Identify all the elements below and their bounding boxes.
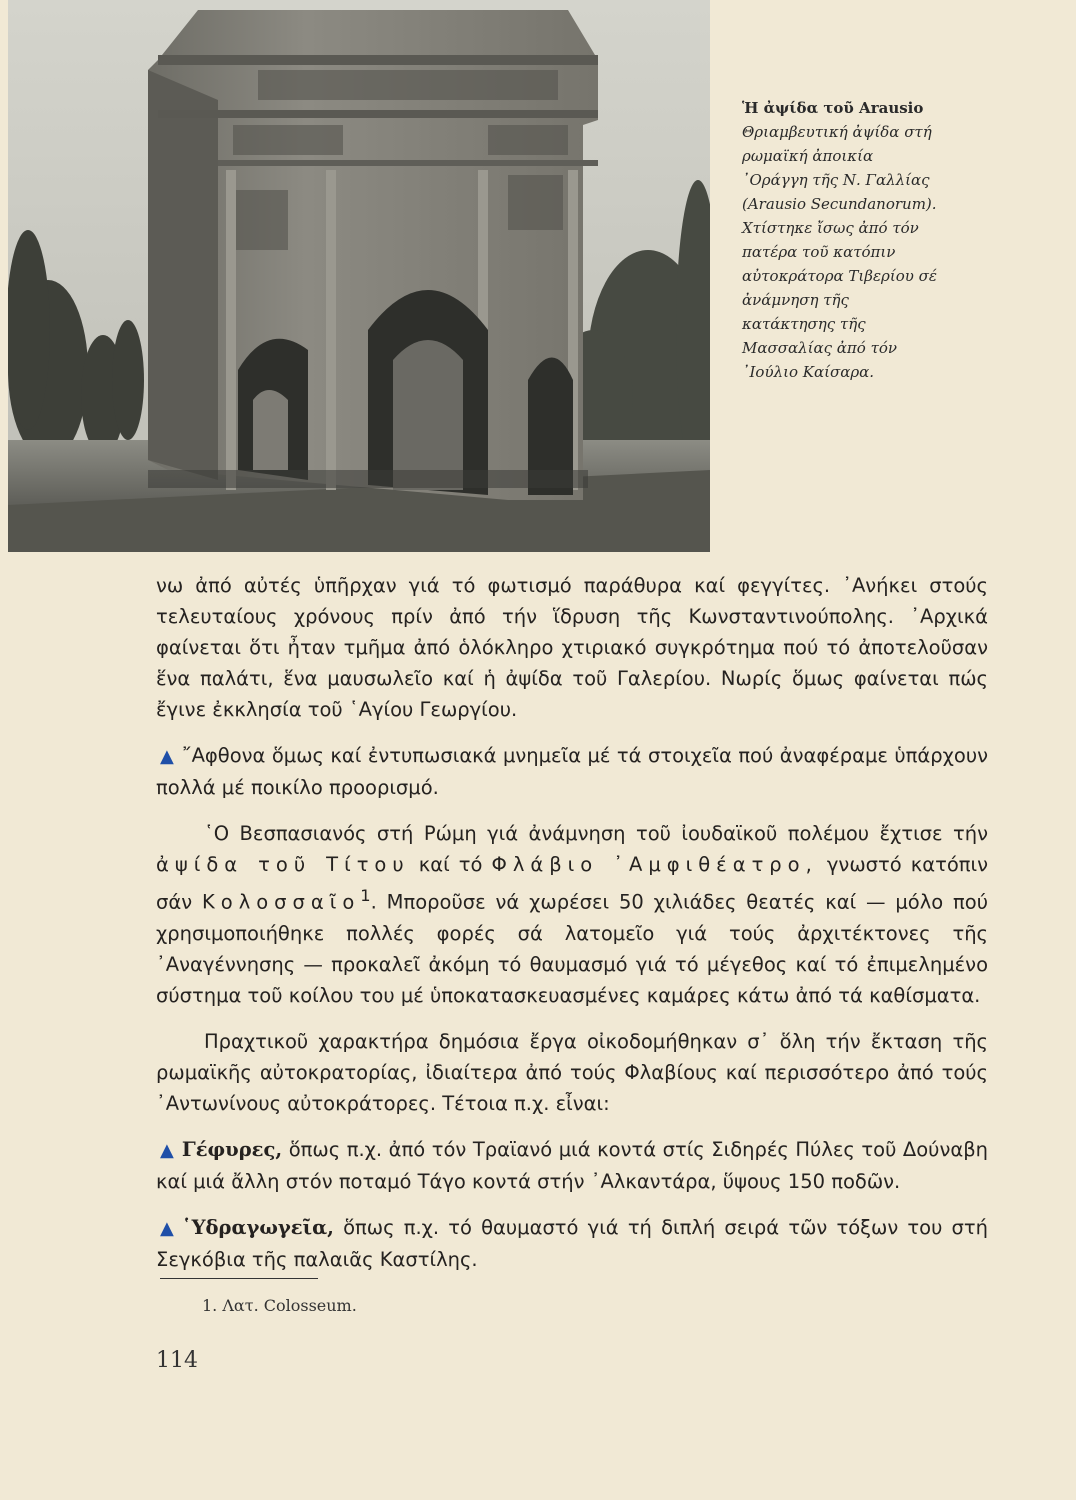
paragraph-1: νω ἀπό αὐτές ὑπῆρχαν γιά τό φωτισμό παράθυρα καί φεγγίτες. ᾿Ανήκει στούς τελευταίους χρόνους πρίν ἀπό τήν ἵδρυση τῆς Κωνσταντινούπολης. ᾿Αρχικά φαίνεται ὅτι ἦταν τμῆμα ἀπό ὁλόκληρο χτιριακό συγκρότημα πού τό ἀποτελοῦσαν ἕνα παλάτι, ἕνα μαυσωλεῖο καί ἡ ἀψίδα τοῦ Γαλερίου. Νωρίς ὅμως φαίνεται πώς ἔγινε ἐκκλησία τοῦ ῾Αγίου Γεωργίου. xyxy=(156,574,988,721)
triangle-bullet-icon: ▲ xyxy=(160,1139,174,1161)
page-number: 114 xyxy=(156,1348,198,1373)
triangle-bullet-icon: ▲ xyxy=(160,746,174,767)
p3-text-4: . Μποροῦσε νά χωρέσει 50 χιλιάδες θεατές καί — μόλο πού χρησιμοποιήθηκε πολλές φορές σά λατομεῖο γιά τούς ἀρχιτέκτονες τῆς ᾿Αναγέννησης — προκαλεῖ ἀκόμη τό θαυμασμό γιά τό μέγεθος καί τό ἐπιμελημένο σύστημα τοῦ κοίλου του μέ ὑποκατασκευασμένες καμάρες κάτω ἀπό τά καθίσματα. xyxy=(156,890,989,1007)
p5-text: ὅπως π.χ. ἀπό τόν Τραϊανό μιά κοντά στίς Σιδηρές Πύλες τοῦ Δούναβη καί μιά ἄλλη στόν ποταμό Τάγο κοντά στήν ᾿Αλκαντάρα, ὕψους 150 ποδῶν. xyxy=(156,1137,988,1193)
paragraph-6 xyxy=(156,1212,988,1275)
p3-spaced-3: Κολοσσαῖο xyxy=(201,890,361,914)
triangle-bullet-icon: ▲ xyxy=(160,1217,174,1239)
p6-bold: ῾Υδραγωγεῖα, xyxy=(181,1215,334,1239)
p3-text-3: γνωστό κατόπιν σάν xyxy=(156,853,988,914)
footnote-ref: 1 xyxy=(360,886,371,905)
body-text xyxy=(156,570,988,1275)
p6-text: ὅπως π.χ. τό θαυμαστό γιά τή διπλή σειρά τῶν τόξων του στή Σεγκόβια τῆς παλαιᾶς Καστίλης. xyxy=(156,1215,988,1271)
caption-title: Ἡ ἀψίδα τοῦ Arausio xyxy=(742,99,924,117)
footnote-divider xyxy=(160,1278,318,1279)
footnote: 1. Λατ. Colosseum. xyxy=(202,1296,357,1315)
paragraph-3 xyxy=(156,818,988,1011)
paragraph-2 xyxy=(156,740,988,803)
p3-spaced-1: ἀψίδα τοῦ Τίτου xyxy=(156,853,410,876)
arch-photo xyxy=(8,0,710,552)
paragraph-5 xyxy=(156,1134,988,1197)
p3-text-1: ῾Ο Βεσπασιανός στή Ρώμη γιά ἀνάμνηση τοῦ ἰουδαϊκοῦ πολέμου ἔχτισε τήν xyxy=(204,822,988,845)
p3-spaced-2: Φλάβιο ᾿Αμφιθέατρο, xyxy=(491,853,818,876)
p3-text-2: καί τό xyxy=(418,853,483,876)
p5-bold: Γέφυρες, xyxy=(181,1137,283,1161)
photo-caption xyxy=(742,96,942,384)
paragraph-2-text: ῎Αφθονα ὅμως καί ἐντυπωσιακά μνημεῖα μέ τά στοιχεῖα πού ἀναφέραμε ὑπάρχουν πολλά μέ ποικίλο προορισμό. xyxy=(156,744,988,799)
paragraph-4: Πραχτικοῦ χαρακτήρα δημόσια ἔργα οἰκοδομήθηκαν σ᾿ ὅλη τήν ἔκταση τῆς ρωμαϊκῆς αὐτοκρατορίας, ἰδιαίτερα ἀπό τούς Φλαβίους καί περισσότερο ἀπό τούς ᾿Αντωνίνους αὐτοκράτορες. Τέτοια π.χ. εἶναι: xyxy=(156,1029,988,1115)
caption-text: Θριαμβευτική ἀψίδα στή ρωμαϊκή ἀποικία ᾿Οράγγη τῆς Ν. Γαλλίας (Arausio Secundanorum). Χτίστηκε ἴσως ἀπό τόν πατέρα τοῦ κατόπιν αὐτοκράτορα Τιβερίου σέ ἀνάμνηση τῆς κατάκτησης τῆς Μασσαλίας ἀπό τόν ᾿Ιούλιο Καίσαρα. xyxy=(742,123,937,381)
